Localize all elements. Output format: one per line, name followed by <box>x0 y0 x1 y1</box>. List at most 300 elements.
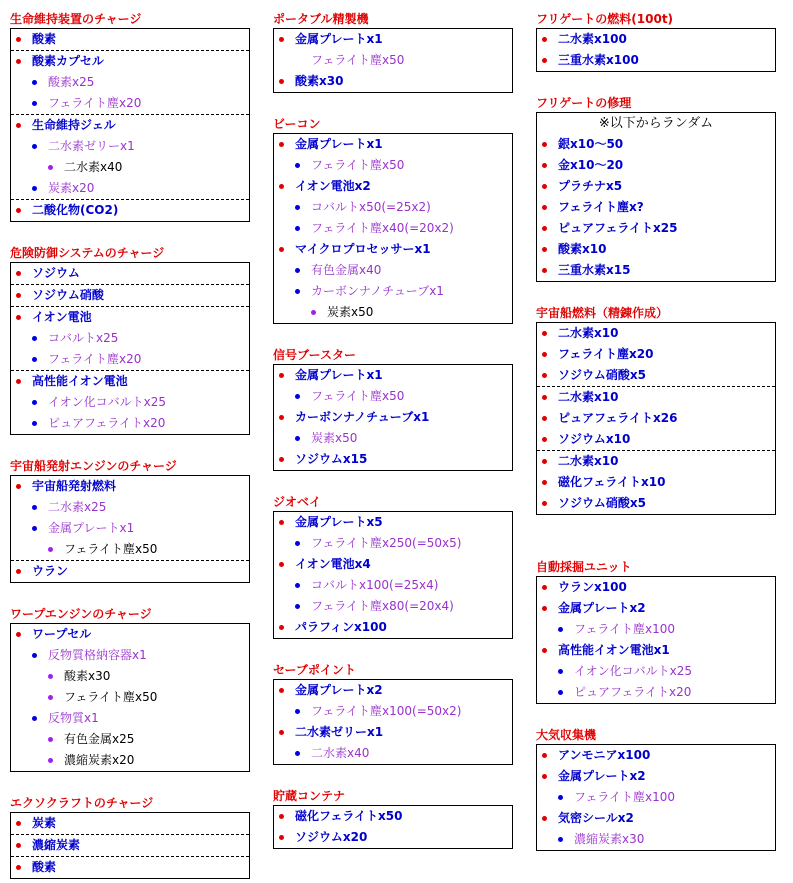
bullet-icon <box>558 627 563 632</box>
recipe-group <box>11 370 249 434</box>
item-label: ※以下からランダム <box>598 116 714 131</box>
list-item <box>274 428 512 449</box>
list-item <box>11 263 249 284</box>
bullet-icon <box>295 394 300 399</box>
bullet-icon <box>542 373 547 378</box>
bullet-icon <box>32 144 37 149</box>
recipe-box <box>273 28 513 93</box>
bullet-icon <box>279 562 284 567</box>
list-item <box>537 682 775 703</box>
recipe-group <box>274 134 512 323</box>
bullet-icon <box>542 501 547 506</box>
recipe-group <box>274 806 512 848</box>
item-label: フェライト塵x50 <box>64 542 158 556</box>
item-label: 金属プレートx1 <box>295 32 383 46</box>
bullet-icon <box>295 541 300 546</box>
list-item <box>274 575 512 596</box>
item-label: ワープセル <box>32 627 92 641</box>
section-title: エクソクラフトのチャージ <box>10 796 154 810</box>
item-label: 酸素カプセル <box>32 54 104 68</box>
bullet-icon <box>279 373 284 378</box>
item-label: イオン電池 <box>32 310 92 324</box>
list-item <box>537 344 775 365</box>
item-label: カーボンナノチューブx1 <box>311 284 444 298</box>
recipe-box <box>10 623 250 772</box>
list-item <box>11 93 249 114</box>
item-label: 二水素x40 <box>64 160 123 174</box>
bullet-icon <box>279 415 284 420</box>
recipe-section <box>273 115 513 324</box>
list-item <box>537 598 775 619</box>
list-item <box>537 218 775 239</box>
list-item <box>537 745 775 766</box>
list-item <box>274 239 512 260</box>
list-item <box>11 51 249 72</box>
recipe-section <box>273 787 513 849</box>
list-item <box>274 29 512 50</box>
recipe-box <box>273 511 513 639</box>
item-label: ソジウムx20 <box>295 830 368 844</box>
item-label: 炭素 <box>32 816 57 830</box>
bullet-icon <box>542 184 547 189</box>
item-label: イオン電池x4 <box>295 557 371 571</box>
bullet-icon <box>542 753 547 758</box>
item-label: フェライト塵x20 <box>48 96 142 110</box>
list-item <box>11 813 249 834</box>
list-item <box>11 561 249 582</box>
item-label: ソジウム硝酸x5 <box>558 368 646 382</box>
bullet-icon <box>542 247 547 252</box>
list-item <box>537 829 775 850</box>
item-label: 二水素x10 <box>558 326 619 340</box>
list-item <box>11 136 249 157</box>
item-label: ピュアフェライトx25 <box>558 221 678 235</box>
bullet-icon <box>558 837 563 842</box>
item-label: フェライト塵x? <box>558 200 644 214</box>
bullet-icon <box>32 526 37 531</box>
bullet-icon <box>295 163 300 168</box>
list-item <box>11 666 249 687</box>
recipe-box <box>10 812 250 879</box>
list-item <box>11 835 249 856</box>
list-item <box>11 328 249 349</box>
list-item <box>11 392 249 413</box>
section-title: 貯蔵コンテナ <box>273 789 346 803</box>
item-label: イオン電池x2 <box>295 179 371 193</box>
list-item <box>274 281 512 302</box>
recipe-group <box>11 476 249 560</box>
item-label: 金x10～20 <box>558 158 624 172</box>
bullet-icon <box>295 709 300 714</box>
bullet-icon <box>295 436 300 441</box>
list-item <box>11 624 249 645</box>
item-label: フェライト塵x100 <box>574 622 676 636</box>
recipe-group <box>537 29 775 71</box>
bullet-icon <box>16 843 21 848</box>
item-label: ソジウムx10 <box>558 432 631 446</box>
list-item <box>537 472 775 493</box>
recipe-group <box>537 450 775 514</box>
list-item <box>537 323 775 344</box>
item-label: コバルトx100(=25x4) <box>311 578 439 592</box>
recipe-box <box>536 744 776 851</box>
bullet-icon <box>542 58 547 63</box>
list-item <box>274 407 512 428</box>
list-item <box>11 645 249 666</box>
bullet-icon <box>558 669 563 674</box>
item-label: 磁化フェライトx50 <box>295 809 403 823</box>
recipe-box <box>10 28 250 222</box>
item-label: 金属プレートx2 <box>558 769 646 783</box>
recipe-group <box>274 29 512 92</box>
item-label: フェライト塵x80(=20x4) <box>311 599 454 613</box>
list-item <box>274 176 512 197</box>
list-item <box>274 512 512 533</box>
recipe-group <box>11 50 249 114</box>
item-label: フェライト塵x250(=50x5) <box>311 536 462 550</box>
list-item <box>11 539 249 560</box>
recipe-box <box>536 112 776 282</box>
bullet-icon <box>542 142 547 147</box>
list-item <box>274 722 512 743</box>
bullet-icon <box>542 648 547 653</box>
section-title: ビーコン <box>273 117 321 131</box>
list-item <box>537 429 775 450</box>
section-title: 信号ブースター <box>273 348 357 362</box>
item-label: フェライト塵x100 <box>574 790 676 804</box>
section-title: 危険防御システムのチャージ <box>10 246 165 260</box>
list-item <box>274 533 512 554</box>
item-label: パラフィンx100 <box>295 620 387 634</box>
item-label: ピュアフェライトx20 <box>574 685 692 699</box>
list-item <box>537 493 775 514</box>
bullet-icon <box>16 379 21 384</box>
item-label: 金属プレートx2 <box>558 601 646 615</box>
item-label: イオン化コバルトx25 <box>48 395 167 409</box>
item-label: 宇宙船発射燃料 <box>32 479 117 493</box>
list-item <box>11 349 249 370</box>
item-label: 高性能イオン電池 <box>32 374 128 388</box>
bullet-icon <box>311 310 316 315</box>
item-label: フェライト塵x50 <box>64 690 158 704</box>
list-item <box>11 750 249 771</box>
item-label: アンモニアx100 <box>558 748 651 762</box>
bullet-icon <box>542 395 547 400</box>
bullet-icon <box>279 457 284 462</box>
list-item <box>537 365 775 386</box>
bullet-icon <box>32 186 37 191</box>
list-item <box>11 857 249 878</box>
item-label: 気密シールx2 <box>558 811 634 825</box>
item-label: 磁化フェライトx10 <box>558 475 666 489</box>
bullet-icon <box>542 163 547 168</box>
bullet-icon <box>48 547 53 552</box>
item-label: ソジウム硝酸 <box>32 288 104 302</box>
recipe-section <box>536 558 776 704</box>
item-label: 金属プレートx2 <box>295 683 383 697</box>
list-item <box>274 806 512 827</box>
bullet-icon <box>295 289 300 294</box>
bullet-icon <box>16 123 21 128</box>
item-label: 金属プレートx5 <box>295 515 383 529</box>
bullet-icon <box>542 268 547 273</box>
list-item <box>11 413 249 434</box>
recipe-box <box>10 475 250 583</box>
list-item <box>274 680 512 701</box>
bullet-icon <box>558 795 563 800</box>
recipe-group <box>11 813 249 834</box>
list-item <box>274 302 512 323</box>
bullet-icon <box>279 835 284 840</box>
section-title: 自動採掘ユニット <box>536 560 632 574</box>
recipe-group <box>537 323 775 386</box>
section-title: ジオベイ <box>273 495 322 509</box>
list-item <box>537 239 775 260</box>
list-item <box>537 408 775 429</box>
list-item <box>537 577 775 598</box>
list-item <box>274 827 512 848</box>
item-label: フェライト塵x50 <box>311 53 405 67</box>
bullet-icon <box>16 59 21 64</box>
bullet-icon <box>16 569 21 574</box>
section-title: 大気収集機 <box>536 728 597 742</box>
recipe-group <box>11 856 249 878</box>
recipe-group <box>11 114 249 199</box>
recipe-section <box>273 661 513 765</box>
item-label: 反物質x1 <box>48 711 99 725</box>
item-label: フェライト塵x40(=20x2) <box>311 221 454 235</box>
recipe-box <box>273 364 513 471</box>
item-label: 三重水素x100 <box>558 53 639 67</box>
item-label: 金属プレートx1 <box>295 368 383 382</box>
bullet-icon <box>48 165 53 170</box>
note-row <box>537 113 775 134</box>
bullet-icon <box>279 730 284 735</box>
list-item <box>274 218 512 239</box>
bullet-icon <box>279 184 284 189</box>
bullet-icon <box>295 205 300 210</box>
item-label: 酸素x10 <box>558 242 607 256</box>
recipe-section <box>273 10 513 93</box>
item-label: 銀x10～50 <box>558 137 624 151</box>
column-middle <box>273 10 513 849</box>
item-label: 濃縮炭素 <box>32 838 81 852</box>
column-right <box>536 10 776 851</box>
item-label: コバルトx25 <box>48 331 119 345</box>
item-label: 二酸化物(CO2) <box>32 203 119 217</box>
item-label: 酸素x30 <box>295 74 344 88</box>
bullet-icon <box>542 226 547 231</box>
recipe-group <box>274 365 512 470</box>
list-item <box>537 260 775 281</box>
item-label: ピュアフェライトx20 <box>48 416 166 430</box>
list-item <box>11 285 249 306</box>
bullet-icon <box>279 247 284 252</box>
item-label: 二水素ゼリーx1 <box>295 725 384 739</box>
item-label: 有色金属x40 <box>311 263 382 277</box>
bullet-icon <box>542 352 547 357</box>
list-item <box>11 729 249 750</box>
recipe-section <box>10 605 250 772</box>
recipe-section <box>10 794 250 879</box>
bullet-icon <box>279 142 284 147</box>
bullet-icon <box>542 459 547 464</box>
item-label: カーボンナノチューブx1 <box>295 410 430 424</box>
bullet-icon <box>542 774 547 779</box>
list-item <box>537 387 775 408</box>
recipe-group <box>11 834 249 856</box>
list-item <box>537 197 775 218</box>
list-item <box>11 371 249 392</box>
bullet-icon <box>32 357 37 362</box>
item-label: 二水素x25 <box>48 500 107 514</box>
item-label: 炭素x50 <box>311 431 358 445</box>
bullet-icon <box>542 416 547 421</box>
item-label: 酸素 <box>32 860 57 874</box>
list-item <box>274 596 512 617</box>
bullet-icon <box>32 653 37 658</box>
recipe-box <box>10 262 250 435</box>
list-item <box>274 197 512 218</box>
bullet-icon <box>48 674 53 679</box>
item-label: フェライト塵x100(=50x2) <box>311 704 462 718</box>
list-item <box>274 617 512 638</box>
list-item <box>11 157 249 178</box>
item-label: ウランx100 <box>558 580 627 594</box>
list-item <box>274 50 512 71</box>
item-label: 酸素x25 <box>48 75 95 89</box>
bullet-icon <box>16 315 21 320</box>
bullet-icon <box>279 520 284 525</box>
section-title: フリゲートの修理 <box>536 96 632 110</box>
recipe-section <box>273 346 513 471</box>
bullet-icon <box>542 606 547 611</box>
item-label: 三重水素x15 <box>558 263 631 277</box>
recipe-group <box>11 263 249 284</box>
bullet-icon <box>295 604 300 609</box>
item-label: 高性能イオン電池x1 <box>558 643 670 657</box>
item-label: 生命維持ジェル <box>32 118 116 132</box>
recipe-box <box>273 133 513 324</box>
list-item <box>11 307 249 328</box>
bullet-icon <box>16 865 21 870</box>
recipe-section <box>536 94 776 282</box>
recipe-group <box>11 306 249 370</box>
recipe-box <box>536 322 776 515</box>
bullet-icon <box>32 505 37 510</box>
list-item <box>11 29 249 50</box>
item-label: 二水素x100 <box>558 32 627 46</box>
recipe-box <box>273 679 513 765</box>
recipe-group <box>11 29 249 50</box>
bullet-icon <box>16 37 21 42</box>
bullet-icon <box>32 716 37 721</box>
recipe-box <box>273 805 513 849</box>
recipe-group <box>274 512 512 638</box>
bullet-icon <box>542 585 547 590</box>
bullet-icon <box>16 821 21 826</box>
bullet-icon <box>16 208 21 213</box>
list-item <box>274 701 512 722</box>
bullet-icon <box>32 421 37 426</box>
bullet-icon <box>32 101 37 106</box>
bullet-icon <box>279 79 284 84</box>
item-label: 濃縮炭素x20 <box>64 753 135 767</box>
item-label: 酸素x30 <box>64 669 111 683</box>
list-item <box>537 787 775 808</box>
item-label: ピュアフェライトx26 <box>558 411 678 425</box>
column-left <box>10 10 250 879</box>
list-item <box>11 178 249 199</box>
list-item <box>11 497 249 518</box>
list-item <box>537 640 775 661</box>
bullet-icon <box>295 226 300 231</box>
recipe-group <box>537 577 775 703</box>
recipe-section <box>273 493 513 639</box>
item-label: コバルトx50(=25x2) <box>311 200 431 214</box>
list-item <box>11 708 249 729</box>
bullet-icon <box>16 632 21 637</box>
item-label: 炭素x20 <box>48 181 95 195</box>
bullet-icon <box>32 80 37 85</box>
item-label: 濃縮炭素x30 <box>574 832 645 846</box>
list-item <box>537 176 775 197</box>
list-item <box>537 766 775 787</box>
item-label: ソジウム硝酸x5 <box>558 496 646 510</box>
list-item <box>11 518 249 539</box>
bullet-icon <box>558 690 563 695</box>
item-label: 二水素x10 <box>558 390 619 404</box>
list-item <box>274 554 512 575</box>
list-item <box>274 260 512 281</box>
section-title: 宇宙船発射エンジンのチャージ <box>10 459 177 473</box>
recipe-section <box>536 304 776 515</box>
recipe-group <box>274 680 512 764</box>
recipe-group <box>537 386 775 450</box>
section-title: ポータブル精製機 <box>273 12 369 26</box>
item-label: ソジウム <box>32 266 80 280</box>
bullet-icon <box>295 583 300 588</box>
list-item <box>11 687 249 708</box>
list-item <box>11 476 249 497</box>
bullet-icon <box>542 437 547 442</box>
list-item <box>274 71 512 92</box>
bullet-icon <box>279 37 284 42</box>
list-item <box>537 29 775 50</box>
recipe-group <box>537 745 775 850</box>
bullet-icon <box>542 331 547 336</box>
bullet-icon <box>16 293 21 298</box>
recipe-group <box>11 624 249 771</box>
recipe-section <box>10 244 250 435</box>
list-item <box>537 661 775 682</box>
recipe-section <box>536 10 776 72</box>
item-label: フェライト塵x20 <box>558 347 654 361</box>
bullet-icon <box>48 758 53 763</box>
list-item <box>11 72 249 93</box>
recipe-box <box>536 28 776 72</box>
item-label: 酸素 <box>32 32 57 46</box>
section-title: 宇宙船燃料（精錬作成） <box>536 306 669 320</box>
section-title: セーブポイント <box>273 663 356 677</box>
list-item <box>274 155 512 176</box>
recipe-box <box>536 576 776 704</box>
bullet-icon <box>48 737 53 742</box>
section-title: 生命維持装置のチャージ <box>10 12 142 26</box>
item-label: マイクロプロセッサーx1 <box>295 242 431 256</box>
section-title: ワープエンジンのチャージ <box>10 607 152 621</box>
recipe-group <box>11 560 249 582</box>
